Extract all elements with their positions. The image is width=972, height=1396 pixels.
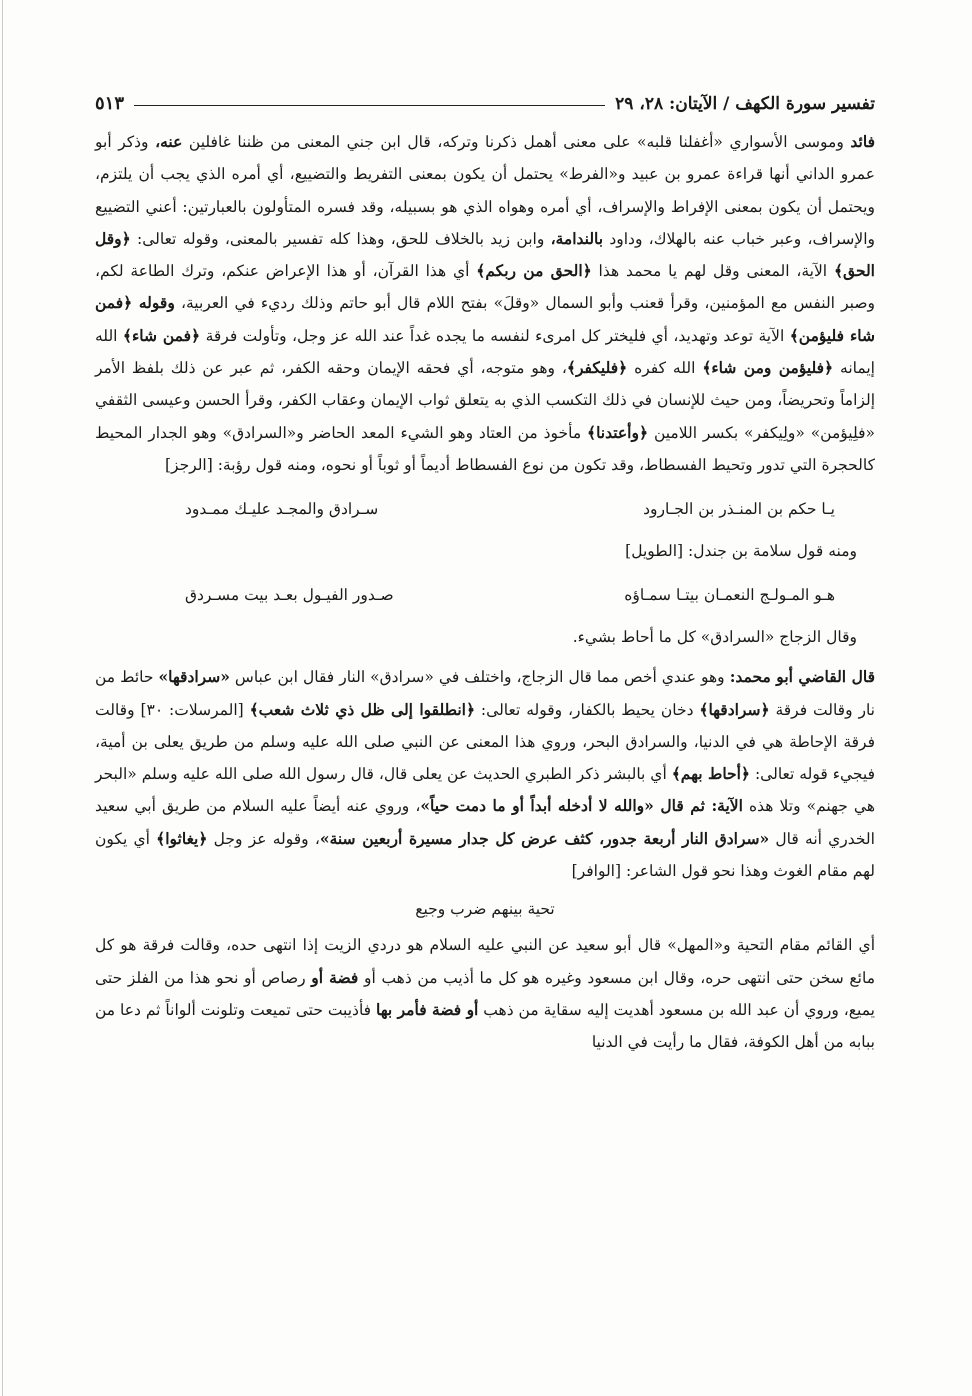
text: أي يكون لهم مقام الغوث وهذا نحو قول الشاعر: [الوافر]	[95, 829, 875, 881]
text-bold: فائد	[850, 132, 875, 151]
paragraph-1	[95, 126, 875, 481]
page-edge-line	[2, 0, 3, 1396]
verse-hemistich-left: صـدور الفيـول بعـد بيت مسـردق	[185, 586, 394, 605]
text: وذكر أبو عمرو الداني أنها قراءة عمرو بن عبيد و«الفرط» يحتمل أن يكون بمعنى التفريط والتضييع، أي أمره الذي يجب أن يلتزم، ويحتمل أن يكون بمعنى الإفراط والإسراف، أي أمره وهواه الذي هو بسبيله، وقد فسره المتأولون بالعبارتين: أعني التضييع والإسراف، وعبر خباب عنه بالهلاك، وداود	[95, 133, 875, 248]
quran-quote: ﴿الحق من ربكم﴾	[476, 261, 592, 281]
quran-quote: ﴿انطلقوا إلى ظل ذي ثلاث شعب﴾	[249, 699, 476, 719]
text: الآية، المعنى وقل لهم يا محمد هذا	[591, 262, 834, 281]
running-title: تفسير سورة الكهف / الآيتان: ٢٨، ٢٩	[615, 94, 875, 114]
text-bold: قال القاضي أبو محمد:	[729, 667, 875, 687]
quran-quote: ﴿فليؤمن ومن شاء﴾	[702, 358, 834, 378]
text: [المرسلات: ٣٠] وقالت فرقة الإحاطة هي في الدنيا، والسرادق البحر، وروي هذا المعنى عن النبي صلى الله عليه وسلم من طريق يعلى بن أمية، فيجيء قوله تعالى:	[95, 700, 875, 784]
text: ، وروي عنه أيضاً عليه السلام من طريق أبي سعيد الخدري أنه قال	[95, 797, 875, 848]
book-page	[95, 80, 875, 1059]
text: أي بالبشر ذكر الطبري الحديث عن يعلى قال، قال رسول الله صلى الله عليه وسلم «البحر هي جهنم» وتلا هذه	[95, 765, 876, 816]
quran-quote: ﴿يغاثوا﴾	[156, 828, 208, 848]
text-bold: فضة أو	[311, 967, 359, 987]
hadith-quote: الآية: ثم قال «والله لا أدخله أبداً أو ما دمت حياً»	[420, 796, 743, 816]
text: الله كفره	[627, 359, 703, 378]
poetry-verse-1	[95, 493, 875, 525]
quran-quote: ﴿سرادقها﴾	[699, 699, 770, 719]
verse-hemistich-left: سـرادق والمجـد عليـك ممـدود	[185, 500, 379, 519]
paragraph-2	[95, 661, 875, 887]
text: حائط من نار وقالت فرقة	[95, 668, 875, 719]
text-bold: أو فضة فأمر بها	[376, 999, 479, 1019]
poetry-source-2: ومنه قول سلامة بن جندل: [الطويل]	[625, 542, 857, 561]
text-bold: بالندامة،	[550, 228, 604, 248]
poetry-verse-2	[95, 579, 875, 611]
text-bold: عنه،	[155, 132, 183, 151]
text: ، وهو متوجه، أي فحقه الإيمان وحقه الكفر، ثم عبر عن ذلك بلفظ الأمر إلزاماً وتحريضاً، ومن حيث للإنسان في ذلك التكسب الذي به يتعلق ثواب الإيمان وعقاب الكفر، وقرأ الحسن وعيسى الثقفي «فلِيؤمن» «ولِيكفر» بكسر اللامين	[95, 359, 875, 442]
zajjaj-quote: وقال الزجاج «السرادق» كل ما أحاط بشيء.	[572, 628, 857, 647]
quran-quote: ﴿فليكفر﴾	[566, 358, 628, 378]
text: ، وقوله عز وجل	[207, 829, 320, 848]
text-bold: «سرادقها»	[158, 667, 230, 687]
quran-quote: ﴿وقل الحق﴾	[95, 228, 875, 281]
page-number: ٥١٣	[95, 93, 125, 114]
text: وموسى الأسواري «أغفلنا قلبه» على معنى أهمل ذكرنا وتركه، قال ابن جني المعنى من ظننا غافلين	[182, 133, 851, 151]
text: وهو عندي أخص مما قال الزجاج، واختلف في «سرادق» النار فقال ابن عباس	[229, 668, 730, 687]
text: مأخوذ من العتاد وهو الشيء المعد الحاضر و«السرادق» وهو الجدار المحيط كالحجرة التي تدور وتحيط الفسطاط، وقد تكون من نوع الفسطاط أديماً أو ثوباً أو نحوه، ومنه قول رؤبة: [الرجز]	[95, 423, 875, 474]
text: رصاص أو نحو هذا من الفلز حتى يميع، وروي أن عبد الله بن مسعود أهديت إليه سقاية من ذهب	[95, 968, 875, 1019]
running-header	[95, 80, 875, 114]
text: الله إيمانه	[95, 326, 875, 378]
text: دخان يحيط بالكفار، وقوله تعالى:	[475, 700, 700, 719]
paragraph-3	[95, 929, 875, 1058]
text: فأذيبت حتى تميعت وتلونت ألواناً ثم دعا من ببابه من أهل الكوفة، فقال ما رأيت في الدنيا	[95, 1000, 875, 1052]
header-rule	[134, 105, 605, 106]
verse-hemistich-right: هـو المـولـج النعمـان بيتـا سمـاؤه	[624, 586, 835, 605]
text: أي القائم مقام التحية و«المهل» قال أبو سعيد عن النبي عليه السلام هو دردي الزيت إذا انتهى حده، وقالت فرقة هو كل مائع سخن حتى انتهى حره، وقال ابن مسعود وغيره هو كل ما أذيب من ذهب أو	[95, 936, 875, 987]
verse-hemistich-right: يـا حكم بن المنـذر بن الجـارود	[643, 500, 835, 519]
quran-quote: وقوله ﴿فمن شاء فليؤمن﴾	[95, 293, 875, 345]
text: الآية توعد وتهديد، أي فليختر كل امرىء لنفسه ما يجده غداً عند الله عز وجل، وتأولت فرقة	[200, 326, 790, 345]
quran-quote: ﴿أحاط بهم﴾	[671, 764, 751, 784]
poetry-verse-3: تحية بينهم ضرب وجيع	[415, 900, 555, 919]
quran-quote: ﴿وأعتدنا﴾	[587, 422, 649, 442]
text: وابن زيد بالخلاف للحق، وهذا كله تفسير بالمعنى، وقوله تعالى:	[130, 229, 551, 248]
quran-quote: ﴿فمن شاء﴾	[122, 325, 201, 345]
text: أي هذا القرآن، أو هذا الإعراض عنكم، وترك الطاعة لكم، وصبر النفس مع المؤمنين، وقرأ قعنب وأبو السمال «وقلَ» بفتح اللام قال أبو حاتم وذلك رديء في العربية،	[95, 262, 875, 313]
hadith-quote: «سرادق النار أربعة جدور، كثف عرض كل جدار مسيرة أربعين سنة»	[319, 828, 770, 848]
